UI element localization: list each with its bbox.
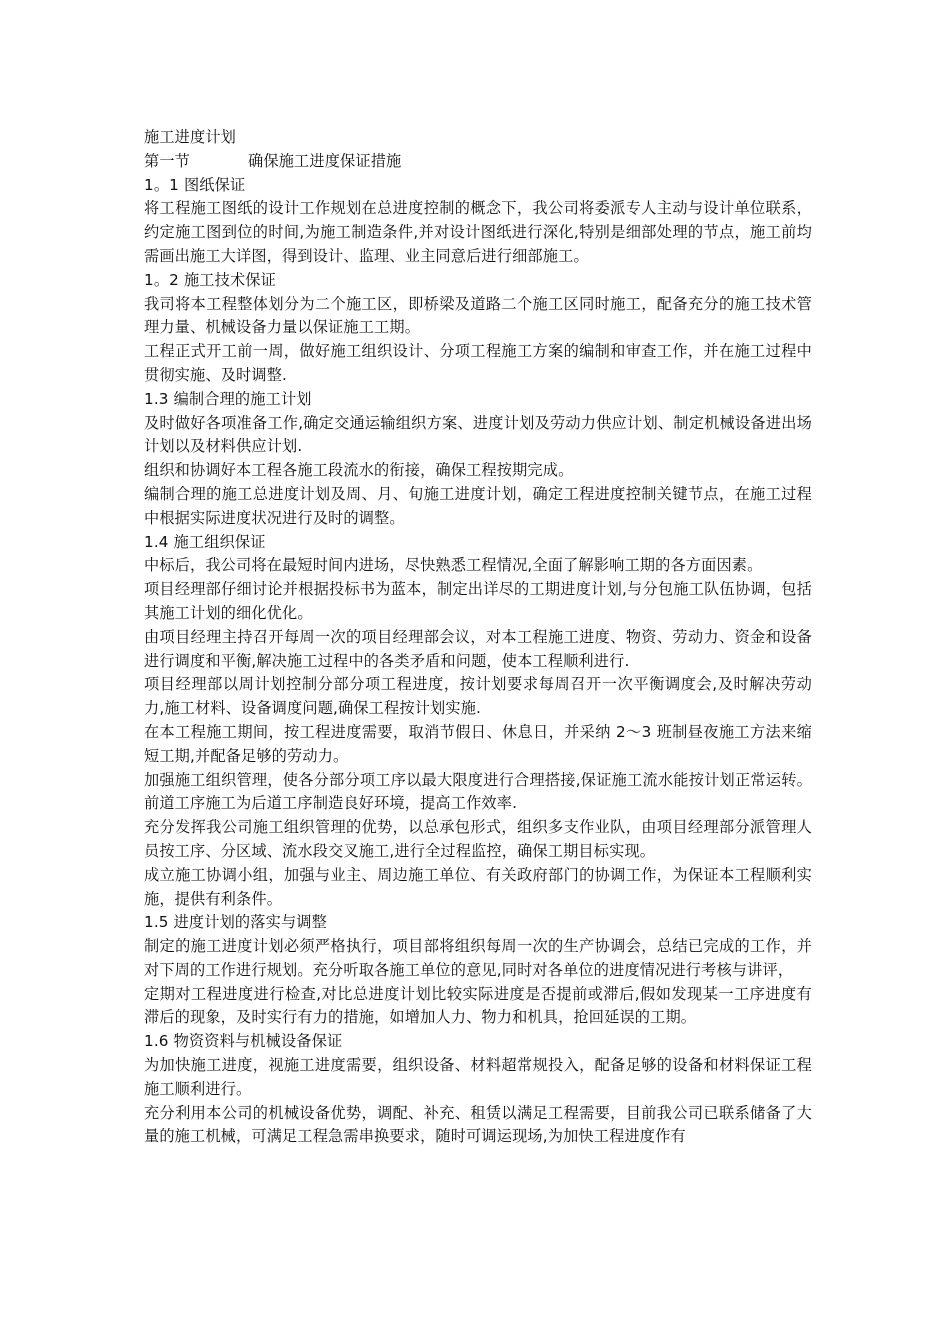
paragraph: 由项目经理主持召开每周一次的项目经理部会议，对本工程施工进度、物资、劳动力、资金和设备进行调度和平衡,解决施工过程中的各类矛盾和问题，使本工程顺利进行. [144,627,812,670]
paragraph: 充分发挥我公司施工组织管理的优势，以总承包形式，组织多支作业队，由项目经理部分派管理人员按工序、分区域、流水段交叉施工,进行全过程监控，确保工期目标实现。 [144,818,812,860]
paragraph: 及时做好各项准备工作,确定交通运输组织方案、进度计划及劳动力供应计划、制定机械设备进出场计划以及材料供应计划. [144,413,812,456]
chapter-heading [144,150,812,174]
paragraph: 制定的施工进度计划必须严格执行，项目部将组织每周一次的生产协调会，总结已完成的工作，并对下周的工作进行规划。充分听取各施工单位的意见,同时对各单位的进度情况进行考核与讲评， [144,937,812,979]
paragraph: 将工程施工图纸的设计工作规划在总进度控制的概念下，我公司将委派专人主动与设计单位联系，约定施工图到位的时间,为施工制造条件,并对设计图纸进行深化,特别是细部处理的节点，施工前均需画出施工大详图，得到设计、监理、业主同意后进行细部施工。 [144,199,812,265]
paragraph: 加强施工组织管理，使各分部分项工序以最大限度进行合理搭接,保证施工流水能按计划正常运转。前道工序施工为后道工序制造良好环境，提高工作效率. [144,770,812,813]
paragraph: 充分利用本公司的机械设备优势，调配、补充、租赁以满足工程需要，目前我公司已联系储备了大量的施工机械，可满足工程急需串换要求，随时可调运现场,为加快工程进度作有 [144,1103,812,1146]
paragraph: 项目经理部以周计划控制分部分项工程进度，按计划要求每周召开一次平衡调度会,及时解决劳动力,施工材料、设备调度问题,确保工程按计划实施. [144,675,812,718]
section-heading: 1。2 施工技术保证 [144,270,276,289]
section-heading: 1。1 图纸保证 [144,175,246,194]
paragraph: 项目经理部仔细讨论并根据投标书为蓝本，制定出详尽的工期进度计划,与分包施工队伍协调，包括其施工计划的细化优化。 [144,580,812,622]
chapter-number: 第一节 [144,151,191,170]
section-heading: 1.3 编制合理的施工计划 [144,389,312,408]
section-heading: 1.5 进度计划的落实与调整 [144,913,327,932]
paragraph: 编制合理的施工总进度计划及周、月、旬施工进度计划，确定工程进度控制关键节点，在施工过程中根据实际进度状况进行及时的调整。 [144,484,812,527]
paragraph: 为加快施工进度，视施工进度需要，组织设备、材料超常规投入，配备足够的设备和材料保证工程施工顺利进行。 [144,1056,812,1098]
paragraph: 中标后，我公司将在最短时间内进场，尽快熟悉工程情况,全面了解影响工期的各方面因素。 [144,556,763,575]
chapter-title: 确保施工进度保证措施 [248,151,402,170]
paragraph: 在本工程施工期间，按工程进度需要，取消节假日、休息日，并采纳 2～3 班制昼夜施工方法来缩短工期,并配备足够的劳动力。 [144,722,812,765]
document-title: 施工进度计划 [144,128,237,146]
paragraph: 组织和协调好本工程各施工段流水的衔接，确保工程按期完成。 [144,461,574,480]
section-heading: 1.6 物资资料与机械设备保证 [144,1032,343,1051]
paragraph: 工程正式开工前一周，做好施工组织设计、分项工程施工方案的编制和审查工作，并在施工过程中贯彻实施、及时调整. [144,342,812,384]
document-page [144,126,812,1149]
paragraph: 定期对工程进度进行检查,对比总进度计划比较实际进度是否提前或滞后,假如发现某一工序进度有滞后的现象，及时实行有力的措施，如增加人力、物力和机具，抢回延误的工期。 [144,984,812,1027]
paragraph: 成立施工协调小组，加强与业主、周边施工单位、有关政府部门的协调工作，为保证本工程顺利实施，提供有利条件。 [144,865,812,908]
section-heading: 1.4 施工组织保证 [144,532,266,551]
paragraph: 我司将本工程整体划分为二个施工区，即桥梁及道路二个施工区同时施工，配备充分的施工技术管理力量、机械设备力量以保证施工工期。 [144,294,812,337]
